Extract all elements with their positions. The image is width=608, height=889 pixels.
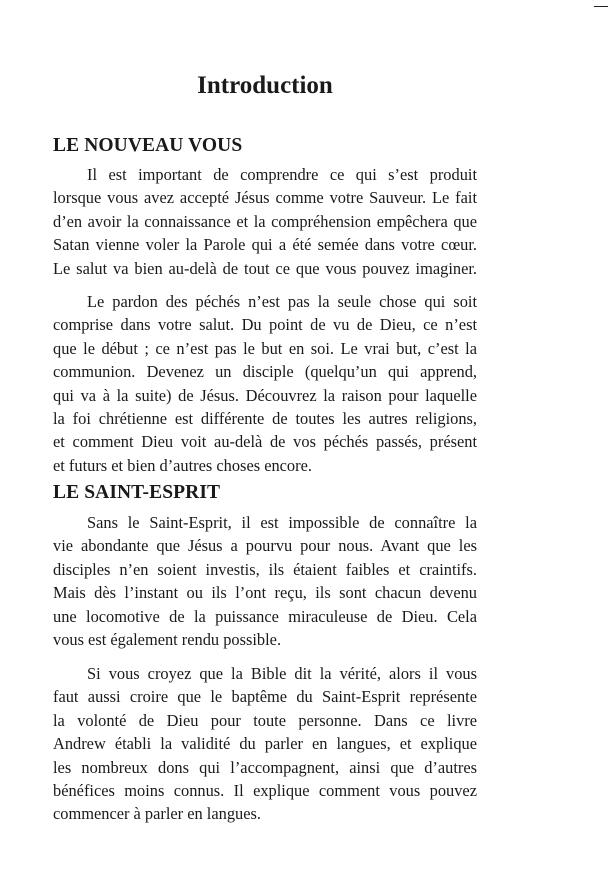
text-line: comprise dans votre salut. Du point de vu de Dieu, ce n’est bbox=[53, 315, 477, 335]
text-line: Mais dès l’instant ou ils l’ont reçu, ils sont chacun devenu bbox=[53, 583, 477, 603]
page-title: Introduction bbox=[197, 72, 333, 99]
text-line: Il est important de comprendre ce qui s’est produit bbox=[87, 165, 477, 184]
text-line: Sans le Saint-Esprit, il est impossible de connaître la bbox=[87, 513, 477, 532]
text-line: les nombreux dons qui l’accompagnent, ainsi que d’autres bbox=[53, 757, 477, 777]
text-line: faut aussi croire que le baptême du Saint-Esprit représente bbox=[53, 687, 477, 707]
text-line: Andrew établi la validité du parler en langues, et explique bbox=[53, 734, 477, 754]
text-line: d’en avoir la connaissance et la compréhension empêchera que bbox=[53, 211, 477, 231]
text-line: et futurs et bien d’autres choses encore. bbox=[53, 455, 312, 475]
paragraph-nouveau-vous-2 bbox=[53, 290, 477, 477]
text-line: lorsque vous avez accepté Jésus comme votre Sauveur. Le fait bbox=[53, 188, 477, 208]
text-line: la volonté de Dieu pour toute personne. Dans ce livre bbox=[53, 710, 477, 730]
text-line: et comment Dieu voit au-delà de vos péchés passés, présent bbox=[53, 432, 477, 452]
text-line: Satan vienne voler la Parole qui a été semée dans votre cœur. bbox=[53, 235, 477, 255]
text-line: qui va à la suite) de Jésus. Découvrez la raison pour laquelle bbox=[53, 385, 477, 405]
text-line: vie abondante que Jésus a pourvu pour nous. Avant que les bbox=[53, 536, 477, 556]
text-line: Le pardon des péchés n’est pas la seule chose qui soit bbox=[87, 292, 477, 311]
text-line: bénéfices moins connus. Il explique comment vous pouvez bbox=[53, 781, 477, 801]
paragraph-saint-esprit-1 bbox=[53, 511, 477, 651]
page-corner-mark bbox=[594, 6, 608, 7]
text-line: vous est également rendu possible. bbox=[53, 630, 282, 650]
text-line: disciples n’en soient investis, ils étaient faibles et craintifs. bbox=[53, 559, 477, 579]
text-line: une locomotive de la puissance miraculeuse de Dieu. Cela bbox=[53, 606, 477, 626]
section-heading-saint-esprit: LE SAINT-ESPRIT bbox=[53, 482, 221, 503]
paragraph-saint-esprit-2 bbox=[53, 662, 477, 826]
paragraph-nouveau-vous-1 bbox=[53, 163, 477, 280]
section-heading-nouveau-vous: LE NOUVEAU VOUS bbox=[53, 135, 243, 156]
text-line: Le salut va bien au-delà de tout ce que vous pouvez imaginer. bbox=[53, 258, 477, 278]
text-line: Si vous croyez que la Bible dit la vérité, alors il vous bbox=[87, 664, 477, 683]
text-line: la foi chrétienne est différente de toutes les autres religions, bbox=[53, 409, 477, 429]
text-line: que le début ; ce n’est pas le but en soi. Le vrai but, c’est la bbox=[53, 338, 477, 358]
text-line: commencer à parler en langues. bbox=[53, 804, 261, 824]
text-line: communion. Devenez un disciple (quelqu’un qui apprend, bbox=[53, 362, 477, 382]
